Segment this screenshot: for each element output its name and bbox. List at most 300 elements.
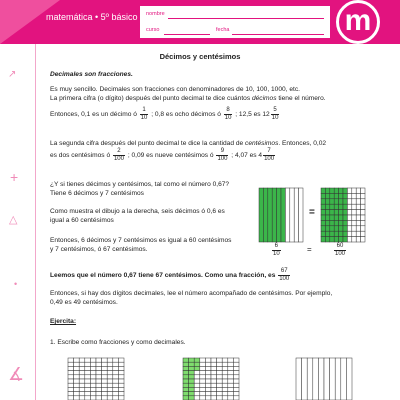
hundredth-cell: [211, 358, 217, 362]
exercise-grid-2: [183, 358, 239, 400]
hundredth-cell: [222, 362, 228, 366]
hundredth-cell: [68, 366, 74, 370]
hundredth-cell: [205, 366, 211, 370]
hundredth-cell: [113, 366, 119, 370]
hundredth-cell: [194, 366, 200, 370]
tenth-strip: [341, 358, 347, 400]
fraction: $\frac{1}{10}$: [140, 106, 148, 121]
hundredth-cell: [361, 210, 365, 215]
hundredth-cell: [183, 387, 189, 391]
tenths-explanation: La primera cifra (o dígito) después del punto decimal te dice cuántos décimos tiene el número.: [50, 95, 326, 102]
hundredth-cell: [90, 387, 96, 391]
hundredth-cell: [183, 396, 189, 400]
tenth-strip: [346, 358, 352, 400]
hundredth-cell: [356, 226, 360, 231]
hundredth-cell: [189, 362, 195, 366]
reading-rule: Entonces, si hay dos dígitos decimales, lee el número acompañado de centésimos. Por ejemplo,: [50, 290, 333, 297]
hundredth-cell: [85, 387, 91, 391]
hundredth-cell: [200, 383, 206, 387]
hundredth-cell: [189, 371, 195, 375]
hundredth-cell: [194, 396, 200, 400]
subject-label: matemática • 5º básico: [46, 12, 138, 22]
hundredth-cell: [96, 362, 102, 366]
hundredth-cell: [74, 392, 80, 396]
hundredth-cell: [102, 383, 108, 387]
hundredth-cell: [85, 396, 91, 400]
hundredth-cell: [228, 362, 234, 366]
hundredth-cell: [356, 215, 360, 220]
hundredth-cell: [200, 379, 206, 383]
hundredth-cell: [79, 358, 85, 362]
hundredth-cell: [352, 193, 356, 198]
hundredth-cell: [85, 366, 91, 370]
hundredths-model-grid: [321, 188, 365, 242]
hundredth-cell: [183, 358, 189, 362]
hundredth-cell: [211, 396, 217, 400]
hundredth-cell: [233, 392, 239, 396]
hundredth-cell: [343, 215, 347, 220]
hundredth-cell: [118, 387, 124, 391]
hundredth-cell: [113, 392, 119, 396]
hundredth-cell: [113, 379, 119, 383]
hundredth-cell: [325, 231, 329, 236]
hundredth-cell: [189, 396, 195, 400]
hundredth-cell: [334, 226, 338, 231]
hundredth-cell: [189, 392, 195, 396]
hundredth-cell: [222, 366, 228, 370]
hundredth-cell: [74, 358, 80, 362]
hundredth-cell: [194, 375, 200, 379]
hundredth-cell: [96, 371, 102, 375]
hundredth-cell: [330, 226, 334, 231]
hundredth-cell: [228, 371, 234, 375]
hundredth-cell: [217, 366, 223, 370]
hundredth-cell: [194, 383, 200, 387]
hundredth-cell: [189, 358, 195, 362]
hundredth-cell: [222, 396, 228, 400]
hundredth-cell: [113, 375, 119, 379]
hundredth-cell: [339, 215, 343, 220]
figure-explanation-2: igual a 60 centésimos: [50, 217, 114, 224]
hundredth-cell: [321, 210, 325, 215]
hundredth-cell: [321, 188, 325, 193]
hundredth-cell: [200, 396, 206, 400]
hundredth-cell: [347, 226, 351, 231]
hundredth-cell: [233, 366, 239, 370]
hundredth-cell: [233, 358, 239, 362]
hundredth-cell: [107, 396, 113, 400]
hundredth-cell: [74, 371, 80, 375]
hundredth-cell: [339, 204, 343, 209]
hundredth-cell: [321, 204, 325, 209]
hundredth-cell: [222, 383, 228, 387]
hundredth-cell: [228, 392, 234, 396]
hundredth-cell: [79, 379, 85, 383]
plus-icon: +: [10, 169, 19, 185]
hundredth-cell: [356, 220, 360, 225]
hundredth-cell: [102, 379, 108, 383]
hundredth-cell: [90, 396, 96, 400]
hundredth-cell: [90, 362, 96, 366]
hundredth-cell: [194, 387, 200, 391]
figure-fraction-left: $\frac{6}{10}$: [273, 243, 280, 258]
hundredth-cell: [352, 210, 356, 215]
intro-line: Es muy sencillo. Decimales son fracciones con denominadores de 10, 100, 1000, etc.: [50, 86, 300, 93]
hundredth-cell: [200, 387, 206, 391]
hundredth-cell: [361, 237, 365, 242]
tenth-strip: [294, 188, 298, 242]
tenth-strip: [324, 358, 330, 400]
hundredth-cell: [343, 231, 347, 236]
hundredth-cell: [74, 366, 80, 370]
hundredth-cell: [74, 383, 80, 387]
hundredth-cell: [325, 215, 329, 220]
tenth-strip: [330, 358, 336, 400]
hundredth-cell: [107, 383, 113, 387]
tenth-strip: [302, 358, 308, 400]
hundredth-cell: [217, 387, 223, 391]
hundredth-cell: [79, 396, 85, 400]
hundredth-cell: [90, 366, 96, 370]
arrows-icon: ↗: [8, 69, 17, 80]
hundredth-cell: [102, 362, 108, 366]
hundredths-examples: es dos centésimos ó $\frac{2}{100}$ ; 0,09 es nueve centésimos ó $\frac{9}{100}$ ; 4,07 es 4 $\frac{7}{100}$: [50, 147, 275, 162]
hundredth-cell: [68, 362, 74, 366]
hundredth-cell: [183, 366, 189, 370]
tenth-strip: [299, 188, 303, 242]
hundredth-cell: [356, 199, 360, 204]
hundredth-cell: [334, 220, 338, 225]
hundredth-cell: [334, 215, 338, 220]
hundredth-cell: [85, 375, 91, 379]
hundredth-cell: [79, 362, 85, 366]
hundredth-cell: [118, 383, 124, 387]
hundredth-cell: [334, 199, 338, 204]
hundredth-cell: [233, 383, 239, 387]
hundredths-explanation: La segunda cifra después del punto decimal te dice la cantidad de centésimos. Entonces, 0,02: [50, 140, 327, 147]
hundredth-cell: [211, 375, 217, 379]
hundredth-cell: [113, 396, 119, 400]
hundredth-cell: [96, 358, 102, 362]
hundredth-cell: [96, 375, 102, 379]
hundredth-cell: [217, 375, 223, 379]
tenth-strip: [313, 358, 319, 400]
hundredth-cell: [352, 204, 356, 209]
hundredth-cell: [102, 358, 108, 362]
hundredth-cell: [113, 362, 119, 366]
hundredth-cell: [183, 371, 189, 375]
hundredth-cell: [361, 226, 365, 231]
hundredth-cell: [356, 210, 360, 215]
hundredth-cell: [211, 371, 217, 375]
hundredth-cell: [330, 231, 334, 236]
hundredth-cell: [325, 199, 329, 204]
hundredth-cell: [96, 383, 102, 387]
hundredth-cell: [339, 199, 343, 204]
hundredth-cell: [68, 375, 74, 379]
equals-sign: =: [309, 207, 315, 218]
hundredth-cell: [334, 231, 338, 236]
fraction: $\frac{5}{10}$: [271, 106, 279, 121]
hundredth-cell: [343, 199, 347, 204]
name-field[interactable]: [168, 18, 324, 19]
hundredth-cell: [107, 371, 113, 375]
hundredth-cell: [183, 383, 189, 387]
hundredth-cell: [343, 210, 347, 215]
fraction: $\frac{9}{100}$: [217, 147, 228, 162]
hundredth-cell: [79, 371, 85, 375]
hundredth-cell: [233, 379, 239, 383]
hundredth-cell: [200, 371, 206, 375]
hundredth-cell: [356, 204, 360, 209]
hundredth-cell: [79, 375, 85, 379]
hundredth-cell: [217, 396, 223, 400]
hundredth-cell: [361, 215, 365, 220]
hundredth-cell: [352, 220, 356, 225]
figure-fraction-right: $\frac{60}{100}$: [335, 243, 346, 258]
hundredth-cell: [90, 392, 96, 396]
hundredth-cell: [339, 226, 343, 231]
hundredth-cell: [68, 383, 74, 387]
triangle-icon: △: [9, 214, 18, 226]
hundredth-cell: [228, 375, 234, 379]
hundredth-cell: [330, 199, 334, 204]
hundredth-cell: [321, 193, 325, 198]
exercise-grid-3: [296, 358, 352, 400]
question-answer: Tiene 6 décimos y 7 centésimos: [50, 190, 144, 197]
hundredth-cell: [361, 231, 365, 236]
name-label: nombre: [146, 11, 165, 17]
page-title: Décimos y centésimos: [159, 52, 241, 61]
student-info-box: [140, 6, 330, 38]
hundredth-cell: [189, 366, 195, 370]
hundredth-cell: [74, 375, 80, 379]
hundredth-cell: [325, 193, 329, 198]
exercise-item-1: 1. Escribe como fracciones y como decimales.: [50, 339, 186, 346]
hundredth-cell: [74, 362, 80, 366]
hundredth-cell: [102, 392, 108, 396]
hundredth-cell: [211, 362, 217, 366]
hundredth-cell: [347, 204, 351, 209]
hundredth-cell: [102, 366, 108, 370]
tenth-strip: [335, 358, 341, 400]
hundredth-cell: [118, 396, 124, 400]
hundredth-cell: [85, 379, 91, 383]
hundredth-cell: [118, 362, 124, 366]
hundredth-cell: [96, 396, 102, 400]
hundredth-cell: [200, 375, 206, 379]
hundredth-cell: [118, 375, 124, 379]
hundredth-cell: [211, 379, 217, 383]
hundredth-cell: [347, 188, 351, 193]
hundredth-cell: [96, 366, 102, 370]
hundredth-cell: [339, 231, 343, 236]
hundredth-cell: [325, 237, 329, 242]
hundredth-cell: [352, 226, 356, 231]
hundredth-cell: [347, 199, 351, 204]
hundredth-cell: [217, 379, 223, 383]
hundredth-cell: [330, 220, 334, 225]
hundredth-cell: [79, 387, 85, 391]
hundredth-cell: [330, 210, 334, 215]
tenths-examples: Entonces, 0,1 es un décimo ó $\frac{1}{10}$ ; 0,8 es ocho décimos ó $\frac{8}{10}$ ; 12,5 es 12 $\frac{5}{10}$: [50, 106, 279, 121]
hundredth-cell: [200, 392, 206, 396]
hundredth-cell: [233, 362, 239, 366]
hundredth-cell: [96, 387, 102, 391]
tenth-strip: [296, 358, 302, 400]
hundredth-cell: [118, 358, 124, 362]
hundredth-cell: [222, 375, 228, 379]
tenths-model-grid: [259, 188, 303, 242]
tenth-strip: [285, 188, 289, 242]
hundredth-cell: [205, 392, 211, 396]
hundredth-cell: [68, 396, 74, 400]
hundredth-cell: [228, 379, 234, 383]
hundredth-cell: [321, 199, 325, 204]
hundredth-cell: [205, 383, 211, 387]
hundredth-cell: [107, 366, 113, 370]
hundredth-cell: [217, 358, 223, 362]
fraction: $\frac{8}{10}$: [224, 106, 232, 121]
hundredth-cell: [85, 392, 91, 396]
hundredth-cell: [325, 204, 329, 209]
hundredth-cell: [233, 396, 239, 400]
hundredth-cell: [222, 371, 228, 375]
hundredth-cell: [74, 379, 80, 383]
hundredth-cell: [85, 358, 91, 362]
hundredth-cell: [222, 387, 228, 391]
tenth-strip: [290, 188, 294, 242]
hundredth-cell: [222, 379, 228, 383]
hundredth-cell: [356, 231, 360, 236]
figure-explanation-1: Como muestra el dibujo a la derecha, seis décimos ó 0,6 es: [50, 208, 225, 215]
hundredth-cell: [211, 383, 217, 387]
hundredth-cell: [228, 387, 234, 391]
hundredth-cell: [211, 392, 217, 396]
fraction-statement: Leemos que el número 0,67 tiene 67 centésimos. Como una fracción, es $\frac{67}{100}$: [50, 267, 290, 282]
hundredth-cell: [113, 387, 119, 391]
hundredth-cell: [205, 362, 211, 366]
hundredth-cell: [343, 204, 347, 209]
compass-icon: ∡: [8, 364, 25, 384]
hundredth-cell: [107, 358, 113, 362]
hundredth-cell: [194, 379, 200, 383]
hundredth-cell: [361, 193, 365, 198]
hundredth-cell: [211, 387, 217, 391]
hundredth-cell: [118, 371, 124, 375]
hundredth-cell: [118, 366, 124, 370]
hundredth-cell: [347, 237, 351, 242]
hundredth-cell: [107, 392, 113, 396]
hundredth-cell: [325, 210, 329, 215]
hundredth-cell: [228, 383, 234, 387]
hundredth-cell: [352, 199, 356, 204]
hundredth-cell: [113, 371, 119, 375]
hundredth-cell: [347, 193, 351, 198]
hundredth-cell: [352, 237, 356, 242]
hundredth-cell: [321, 220, 325, 225]
hundredth-cell: [107, 375, 113, 379]
hundredth-cell: [205, 379, 211, 383]
tenth-strip: [307, 358, 313, 400]
hundredth-cell: [113, 383, 119, 387]
hundredth-cell: [228, 366, 234, 370]
brand-logo: m: [336, 0, 380, 44]
hundredth-cell: [102, 387, 108, 391]
hundredth-cell: [347, 231, 351, 236]
hundredth-cell: [228, 396, 234, 400]
course-field[interactable]: [164, 34, 210, 35]
hundredth-cell: [74, 387, 80, 391]
hundredth-cell: [217, 362, 223, 366]
hundredth-cell: [321, 231, 325, 236]
hundredth-cell: [79, 366, 85, 370]
hundredth-cell: [189, 387, 195, 391]
header-accent: [0, 0, 60, 44]
hundredth-cell: [96, 379, 102, 383]
course-label: curso: [146, 27, 160, 33]
hundredth-cell: [334, 204, 338, 209]
hundredth-cell: [96, 392, 102, 396]
hundredth-cell: [325, 188, 329, 193]
hundredth-cell: [68, 392, 74, 396]
hundredth-cell: [339, 188, 343, 193]
figure-equals: =: [307, 245, 312, 254]
hundredth-cell: [107, 362, 113, 366]
hundredth-cell: [90, 371, 96, 375]
hundredth-cell: [330, 204, 334, 209]
hundredth-cell: [339, 193, 343, 198]
hundredth-cell: [211, 366, 217, 370]
hundredth-cell: [205, 371, 211, 375]
hundredth-cell: [107, 379, 113, 383]
hundredth-cell: [74, 396, 80, 400]
hundredth-cell: [118, 392, 124, 396]
fraction: $\frac{7}{100}$: [264, 147, 275, 162]
hundredth-cell: [68, 358, 74, 362]
hundredth-cell: [334, 188, 338, 193]
hundredth-cell: [233, 371, 239, 375]
hundredth-cell: [102, 396, 108, 400]
hundredth-cell: [90, 358, 96, 362]
hundredth-cell: [343, 188, 347, 193]
section-heading: Decimales son fracciones.: [50, 71, 133, 78]
hundredth-cell: [321, 237, 325, 242]
hundredth-cell: [183, 379, 189, 383]
reading-example: 0,49 es 49 centésimos.: [50, 299, 118, 306]
hundredth-cell: [102, 371, 108, 375]
hundredth-cell: [205, 396, 211, 400]
hundredth-cell: [200, 362, 206, 366]
hundredth-cell: [217, 371, 223, 375]
hundredth-cell: [347, 210, 351, 215]
date-field[interactable]: [232, 34, 324, 35]
hundredth-cell: [102, 375, 108, 379]
hundredth-cell: [339, 220, 343, 225]
hundredth-cell: [189, 375, 195, 379]
hundredth-cell: [222, 392, 228, 396]
question-line: ¿Y si tienes décimos y centésimos, tal como el número 0,67?: [50, 181, 230, 188]
hundredth-cell: [183, 362, 189, 366]
hundredth-cell: [352, 188, 356, 193]
tenth-strip: [259, 188, 263, 242]
hundredth-cell: [228, 358, 234, 362]
hundredth-cell: [361, 199, 365, 204]
tenth-strip: [268, 188, 272, 242]
hundredth-cell: [85, 362, 91, 366]
hundredth-cell: [356, 193, 360, 198]
hundredth-cell: [118, 379, 124, 383]
